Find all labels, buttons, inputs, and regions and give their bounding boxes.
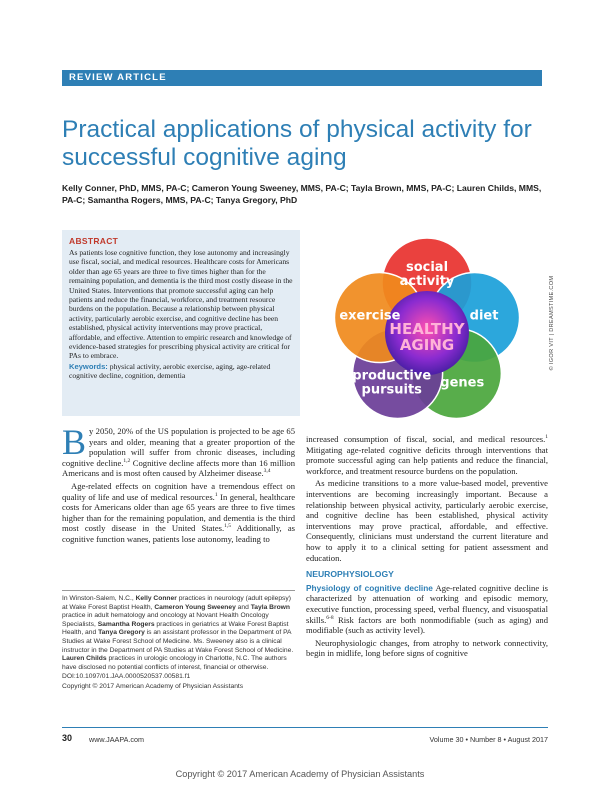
footer-rule xyxy=(62,727,548,728)
article-copyright: Copyright © 2017 American Academy of Physician Assistants xyxy=(62,682,244,690)
petal-label: diet xyxy=(469,308,499,324)
bottom-copyright: Copyright © 2017 American Academy of Physician Assistants xyxy=(175,769,425,779)
image-credit xyxy=(549,235,557,415)
article-title: Practical applications of physical activity for successful cognitive aging xyxy=(62,116,532,171)
text-span: practice in adult hematology and oncology at Novant Health Oncology Specialists, xyxy=(62,612,269,628)
petal-label: pursuits xyxy=(361,382,422,398)
doi: DOI:10.1097/01.JAA.0000520537.00581.f1 xyxy=(62,673,191,681)
text-span: In Winston-Salem, N.C., xyxy=(62,595,136,602)
author-name: Tanya Gregory xyxy=(98,629,145,637)
author-name: Lauren Childs xyxy=(62,655,107,663)
image-credit-text: © IGOR VIT | DREAMSTIME.COM xyxy=(549,275,555,371)
text-span: practices in urologic oncology in Charlotte, N.C. The authors have disclosed no potential conflicts of interest, financial or otherwise. xyxy=(62,655,287,671)
body-column-1 xyxy=(62,422,296,547)
petal-label: activity xyxy=(399,274,455,289)
footnote-divider xyxy=(62,590,295,591)
section-label: REVIEW ARTICLE xyxy=(69,72,167,83)
paragraph: As medicine transitions to a more value-based model, preventive interventions are becoming increasingly important. Because a relationship between physical activity, particularly aerobic exercise, and cognitive decline has been established, physical activity interventions may prove practical, affordable, and effective. Consequently, clinicians must understand the current literature and how to apply it to a clinical setting for patient assessment and education. xyxy=(306,478,548,563)
text-span: Age-related cognitive decline is characterized by attenuation of working and episodic memory, executive function, processing speed, verbal fluency, and visuospatial skills. xyxy=(306,582,548,625)
abstract-heading: ABSTRACT xyxy=(69,236,119,246)
issue-info: Volume 30 • Number 8 • August 2017 xyxy=(429,735,548,744)
keywords-text: physical activity, aerobic exercise, aging, age-related cognitive decline, cognition, dementia xyxy=(69,361,271,381)
citation: 1 xyxy=(214,491,218,498)
petal-label: exercise xyxy=(339,308,401,324)
abstract-text: As patients lose cognitive function, they lose autonomy and increasingly use fiscal, social, and medical resources. Healthcare costs for Americans older than age 65 years are three to five times higher than for the remaining population, and dementia is the third most costly disease in the United States. Interventions that promote successful aging can help patients and reduce the financial, workforce, and treatment resource burdens on the population. Because a relationship between physical activity, particularly aerobic exercise, and cognitive decline has been established, physical activity interventions may prove practical, affordable, and effective. Attention to empiric research and knowledge of evidence-based strategies for prescribing physical activity are critical for PAs to embrace. xyxy=(69,248,293,361)
petal-label: productive xyxy=(352,368,432,384)
citation: 1,5 xyxy=(224,523,232,530)
text-span: Risk factors are both nonmodifiable (such as aging) and modifiable (such as activity level). xyxy=(306,614,548,636)
text-span: practices in geriatrics at Wake Forest Baptist Health, and xyxy=(62,620,289,637)
abstract-box xyxy=(62,230,300,416)
author-name: Cameron Young Sweeney xyxy=(154,603,236,611)
affiliation-text xyxy=(62,595,295,672)
petal-label: genes xyxy=(440,375,485,391)
keywords-label: Keywords: xyxy=(69,361,108,371)
center-label-2: AGING xyxy=(399,336,455,354)
citation: 6-8 xyxy=(326,614,334,621)
text-span: Mitigating age-related cognitive deficits through interventions that promote successful aging can help patients and reduce the financial, workforce, and treatment resource burdens on the population. xyxy=(306,444,548,476)
text-span: is an assistant professor in the Department of PA Studies at Wake Forest School of Medicine. Ms. Sweeney also is a clinical instructor in the Department of PA Studies at Wake Forest School of Medicine. xyxy=(62,629,294,654)
body-column-2 xyxy=(306,434,548,661)
author-list: Kelly Conner, PhD, MMS, PA-C; Cameron Young Sweeney, MMS, PA-C; Tayla Brown, MMS, PA-C; Lauren Childs, MMS, PA-C; Samantha Rogers, MMS, PA-C; Tanya Gregory, PhD xyxy=(62,183,542,205)
citation: 3,4 xyxy=(263,468,271,475)
paragraph: Neurophysiologic changes, from atrophy to network connectivity, begin in midlife, long before signs of cognitive xyxy=(306,637,548,659)
citation: 1 xyxy=(545,434,548,441)
subsection-heading: Physiology of cognitive decline xyxy=(306,582,433,593)
author-name: Samantha Rogers xyxy=(97,620,155,628)
paragraph xyxy=(306,434,548,476)
text-span: In general, healthcare costs for Americans older than age 65 years are three to five times higher than for the remaining population, and dementia is the third most costly disease in the United States. xyxy=(62,491,296,534)
paragraph xyxy=(62,422,295,479)
author-affiliations xyxy=(62,595,295,692)
text-span: Age-related effects on cognition have a tremendous effect on quality of life and use of medical resources. xyxy=(62,480,295,502)
text-span: increased consumption of fiscal, social, and medical resources. xyxy=(306,434,546,444)
text-span: practices in neurology (adult epilepsy) at Wake Forest Baptist Health, xyxy=(62,595,291,611)
author-name: Tayla Brown xyxy=(250,603,290,611)
petal-label: social xyxy=(405,260,449,275)
healthy-aging-diagram xyxy=(306,226,548,420)
text-span: and xyxy=(235,603,251,611)
section-heading: NEUROPHYSIOLOGY xyxy=(306,569,394,580)
page-number: 30 xyxy=(62,733,73,743)
author-name: Kelly Conner xyxy=(135,595,177,602)
healthy-aging-figure xyxy=(306,226,548,420)
text-span: Cognitive decline affects more than 16 million Americans and is most often caused by Alzheimer disease. xyxy=(62,457,295,479)
paragraph xyxy=(306,583,548,636)
paragraph xyxy=(62,481,295,545)
center-label-1: HEALTHY xyxy=(389,320,465,338)
text-span: Additionally, as cognitive function wanes, patients lose autonomy, leading to xyxy=(62,523,296,544)
journal-site: www.JAAPA.com xyxy=(89,735,144,744)
citation: 1,2 xyxy=(123,457,131,464)
text-span: y 2050, 20% of the US population is projected to be age 65 years and older, meaning that a greater proportion of the population will suffer from chronic diseases, including cognitive decline. xyxy=(62,426,295,468)
section-label-bar xyxy=(62,70,542,86)
drop-cap: B xyxy=(62,422,87,462)
keywords xyxy=(69,362,293,381)
